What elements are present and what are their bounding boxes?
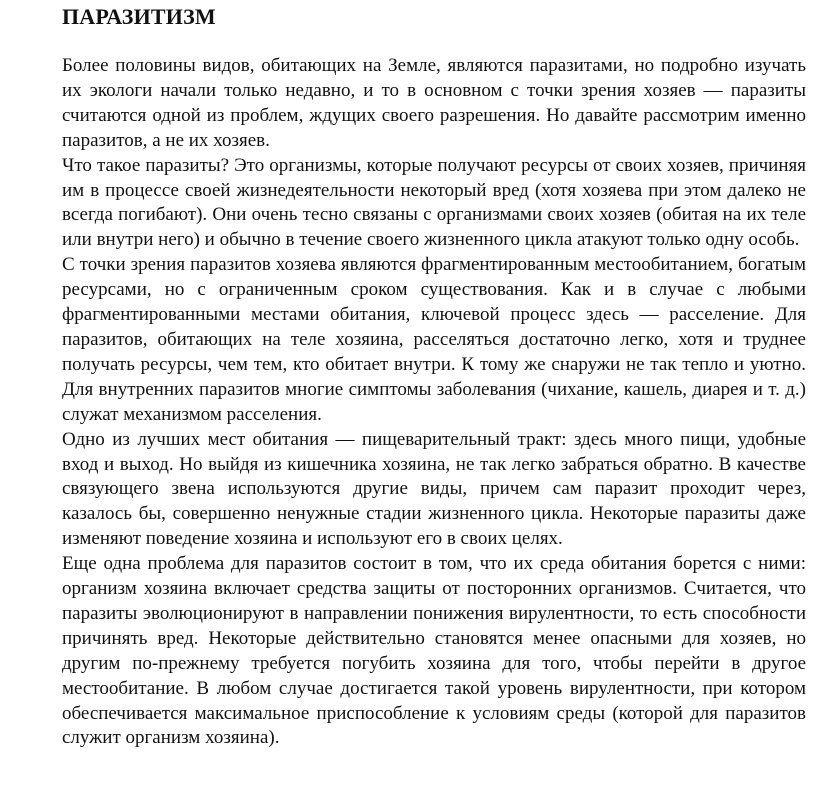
document-title: ПАРАЗИТИЗМ	[62, 4, 216, 29]
paragraph-intro: Более половины видов, обитающих на Земле, являются паразитами, но подробно изучать их экологи начали только недавно, и то в основном с точки зрения хозяев — паразиты считаются одной из проблем, ждущих своего разрешения. Но давайте рассмотрим именно паразитов, а не их хозяев.	[62, 55, 806, 151]
paragraph-habitat: С точки зрения паразитов хозяева являются фрагментированным местообитанием, богатым ресурсами, но с ограниченным сроком существования. Как и в случае с любыми фрагментированными местами обитания, ключевой процесс здесь — расселение. Для паразитов, обитающих на теле хозяина, расселяться достаточно легко, хотя и труднее получать ресурсы, чем тем, кто обитает внутри. К тому же снаружи не так тепло и уютно. Для внутренних паразитов многие симптомы заболевания (чихание, кашель, диарея и т. д.) служат механизмом расселения.	[62, 254, 806, 425]
paragraph-digestive-tract: Одно из лучших мест обитания — пищеварительный тракт: здесь много пищи, удобные вход и выход. Но выйдя из кишечника хозяина, не так легко забраться обратно. В качестве связующего звена используются другие виды, причем сам паразит проходит через, казалось бы, совершенно ненужные стадии жизненного цикла. Некоторые паразиты даже изменяют поведение хозяина и используют его в своих целях.	[62, 428, 806, 550]
paragraph-virulence: Еще одна проблема для паразитов состоит в том, что их среда обитания борется с ними: организм хозяина включает средства защиты от посторонних организмов. Считается, что паразиты эволюционируют в направлении понижения вирулентности, то есть способности причинять вред. Некоторые действительно становятся менее опасными для хозяев, но другим по-прежнему требуется погубить хозяина для того, чтобы перейти в другое местообитание. В любом случае достигается такой уровень вирулентности, при котором обеспечивается максимальное приспособление к условиям среды (которой для паразитов служит организм хозяина).	[62, 553, 806, 749]
paragraph-definition: Что такое паразиты? Это организмы, которые получают ресурсы от своих хозяев, причиняя им в процессе своей жизнедеятельности некоторый вред (хотя хозяева при этом далеко не всегда погибают). Они очень тесно связаны с организмами своих хозяев (обитая на их теле или внутри него) и обычно в течение своего жизненного цикла атакуют только одну особь.	[62, 154, 806, 251]
